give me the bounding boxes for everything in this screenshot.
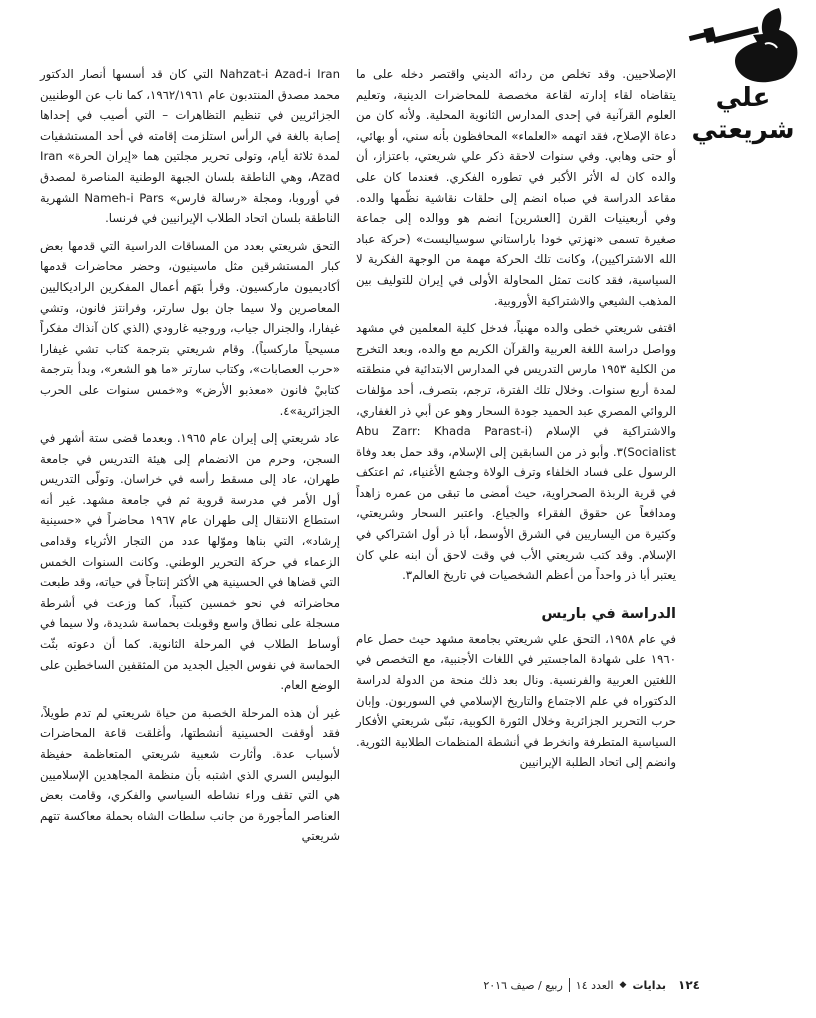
section-heading: الدراسة في باريس <box>541 605 676 622</box>
right-column <box>356 64 676 780</box>
paragraph: اقتفى شريعتي خطى والده مهنياً، فدخل كلية المعلمين في مشهد وواصل دراسة اللغة العربية والقرآن الكريم مع والده، وبعد التخرج من الكلية ١٩٥٣ مارس التدريس في المدارس الابتدائية في منطقته لمدة أربع سنوات. وخلال تلك الفترة، ترجم، بتصرف، أحد مؤلفات الروائي المصري عبد الحميد جودة السحار وهو عن أبي ذر الغفاري، والاشتراكية في الإسلام (Abu Zarr: Khada Parast-i Socialist)٣. وأبو ذر من السابقين إلى الإسلام، وقد حمل بعد وفاة الرسول على فساد الخلفاء وترف الولاة وجشع الأغنياء، ثم اعتكف في قرية الربذة الصحراوية، حيث أمضى ما تبقى من عمره زاهداً ومدافعاً عن حقوق الفقراء والجياع. واعتبر السحار وشريعتي، وكثيرة من اليساريين في الشرق الأوسط، أبا ذر أول اشتراكي في الإسلام. وقد كتب شريعتي الأب في وقت لاحق أن ابنه علي كان يعتبر أبا ذر واحداً من أعظم الشخصيات في تاريخ العالم٣. <box>356 321 676 583</box>
issue-number: العدد ١٤ <box>575 978 614 992</box>
paragraph: عاد شريعتي إلى إيران عام ١٩٦٥. وبعدما قضى ستة أشهر في السجن، وحرم من الانضمام إلى هيئة التدريس في جامعة طهران، عاد إلى مسقط رأسه في خراسان. وتولّى التدريس أول الأمر في مدرسة قروية ثم في جامعة مشهد. غير أنه استطاع الانتقال إلى طهران عام ١٩٦٧ محاضراً في «حسينية إرشاد»، التي بناها وموّلها عدد من التجار الأثرياء وقدامى الزعماء في حركة التحرير الوطني. وكانت السنوات الخمس التي قضاها في الحسينية هي الأكثر إنتاجاً في حياته، وقد طبعت محاضراته في نحو خمسين كتيباً، كما وزعت في أشرطة مسجلة على نطاق واسع وقوبلت بحماسة شديدة، ولا سيما في أوساط الطلاب في المرحلة الثانوية. كما أن دعوته بثّت الحماسة في نفوس الجيل الجديد من المثقفين الساخطين على الوضع العام. <box>40 431 341 693</box>
paragraph: Nahzat-i Azad-i Iran التي كان قد أسسها أنصار الدكتور محمد مصدق المنتدبون عام ١٩٦٢/١٩٦١، كما ناب عن الوطنيين الجزائريين في تنظيم التظاهرات – التي أصيب في إحداها إصابة بالغة في الرأس استلزمت إقامته في أحد المستشفيات لمدة ثلاثة أيام، وتولى تحرير مجلتين هما «إيران الحرة» Iran Azad، وهي الناطقة بلسان الجبهة الوطنية المناصرة لمصدق في أوروبا، ومجلة «رسالة فارس» Nameh-i Pars الشهرية الناطقة بلسان اتحاد الطلاب الإيرانيين في فرنسا. <box>40 67 340 226</box>
journal-name: بدايات <box>632 978 667 992</box>
paragraph: الإصلاحيين. وقد تخلص من ردائه الديني واقتصر دخله على ما يتقاضاه لقاء إدارته لقاعة مخصصة للمحاضرات الدينية، وتعليم العلوم القرآنية في إحدى المدارس الثانوية المحلية. ولأنه كان من دعاة الإصلاح، فقد اتهمه «العلماء» المحافظون بأنه سني، أو بهائي، أو حتى وهابي. وفي سنوات لاحقة ذكر علي شريعتي، باعتزاز، أن والده كان له الأثر الأكبر في تطوره الفكري. فعندما كان على مقاعد الدراسة في صباه انضم إلى حلقات نقاشية نظّمها والده. وفي أربعينيات القرن [العشرين] انضم هو ووالده إلى جماعة صغيرة تسمى «نهزتي خودا باراستاني سوسياليست» (حركة عباد الله الاشتراكيين)، وكانت تلك الحركة مهمة من الوجهة الفكرية لا السياسية، فقد كانت تمثل المحاولة الأولى في إيران للتوليف بين المذهب الشيعي والاشتراكية الأوروبية. <box>356 67 676 308</box>
paragraph: التحق شريعتي بعدد من المساقات الدراسية التي قدمها بعض كبار المستشرقين مثل ماسينيون، وحضر محاضرات قدمها أكاديميون ماركسيون. وقرأ بنَهَم أعمال المفكرين الراديكاليين المعاصرين ولا سيما جان بول سارتر، وفرانتز فانون، وتشي غيفارا، والجنرال جياب، وروجيه غارودي (الذي كان آنذاك مفكراً مسيحياً ماركسياً). وقام شريعتي بترجمة كتاب تشي غيفارا «حرب العصابات»، وكتاب سارتر «ما هو الشعر»، وبدأ بترجمة كتابيْ فانون «معذبو الأرض» و«خمس سنوات على الحرب الجزائرية»٤. <box>40 238 340 418</box>
left-column <box>40 64 340 854</box>
author-name-heading: علي شريعتي <box>691 83 795 145</box>
issue-season: ربيع / صيف ٢٠١٦ <box>483 978 563 992</box>
portrait-silhouette-icon <box>683 4 803 86</box>
diamond-icon: ◆ <box>619 980 627 990</box>
paragraph: غير أن هذه المرحلة الخصبة من حياة شريعتي لم تدم طويلاً، فقد أوقفت الحسينية أنشطتها، وأغلقت قاعة المحاضرات لأسباب عدة. وأثارت شعبية شريعتي المتعاظمة حفيظة البوليس السري الذي اشتبه بأن منظمة المجاهدين الإسلاميين هي التي تقف وراء نشاطه السياسي والفكري، وقامت بعض العناصر المأجورة من جانب سلطات الشاه بحملة معاكسة تتهم شريعتي <box>40 705 340 844</box>
divider <box>569 978 570 992</box>
page-footer <box>400 974 700 996</box>
paragraph: في عام ١٩٥٨، التحق علي شريعتي بجامعة مشهد حيث حصل عام ١٩٦٠ على شهادة الماجستير في اللغات الأجنبية، مع التخصص في اللغتين العربية والفرنسية. ونال بعد ذلك منحة من الدولة لدراسة الدكتوراه في علم الاجتماع والتاريخ الإسلامي في السوربون. وإبان حرب التحرير الجزائرية وخلال الثورة الكوبية، تبنّى شريعتي الأفكار السياسية المتطرفة وانخرط في أنشطة المنظمات الطلابية الثورية. وانضم إلى اتحاد الطلبة الإيرانيين <box>356 631 677 770</box>
page-number: ١٢٤ <box>678 978 700 992</box>
